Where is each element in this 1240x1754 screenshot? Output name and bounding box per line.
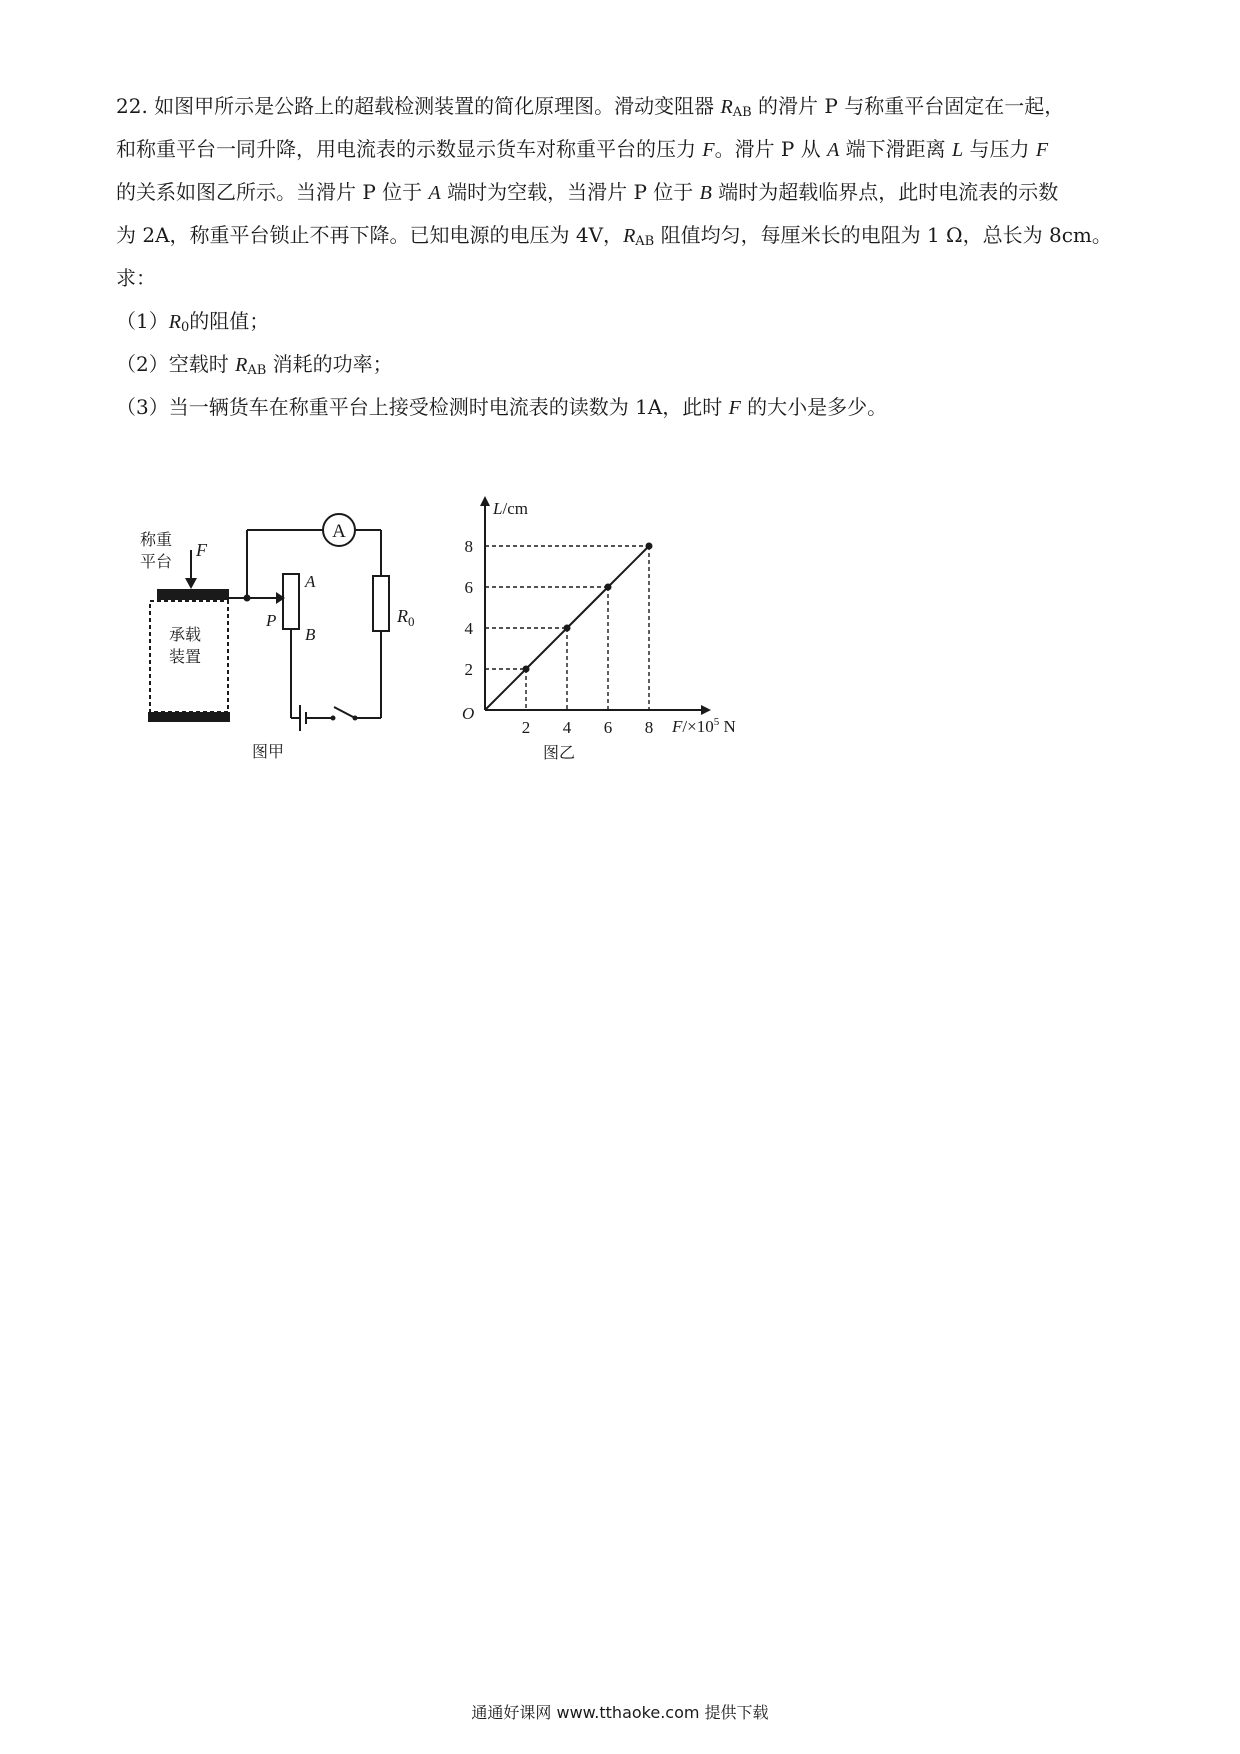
device-label-1: 承载 <box>169 625 202 644</box>
problem-line-3: 的关系如图乙所示。当滑片 P 位于 A 端时为空载，当滑片 P 位于 B 端时为超载临界点，此时电流表的示数 <box>116 180 1059 204</box>
resistor-r0-label: $R_0$ <box>397 606 415 629</box>
origin-label: O <box>462 704 475 723</box>
y-axis-label: L/cm <box>493 499 528 518</box>
problem-line-1: 22. 如图甲所示是公路上的超载检测装置的简化原理图。滑动变阻器 $R_{AB}$ 的滑片 P 与称重平台固定在一起， <box>116 94 1065 120</box>
data-point-0 <box>523 666 530 673</box>
figure-b-caption: 图乙 <box>543 743 576 762</box>
question-3: （3）当一辆货车在称重平台上接受检测时电流表的读数为 1A，此时 F 的大小是多少。 <box>116 395 888 419</box>
problem-line-5: 求： <box>116 266 156 290</box>
x-tick-label-0: 2 <box>521 718 531 737</box>
weighing-platform <box>157 589 229 600</box>
data-point-1 <box>564 625 571 632</box>
y-tick-label-0: 2 <box>464 660 473 679</box>
figure-a-caption: 图甲 <box>252 742 285 761</box>
carrier-base <box>148 712 230 722</box>
x-axis-arrow <box>701 705 711 715</box>
rheostat-end-b: B <box>305 625 316 644</box>
question-1: $(1)R_0$的阻值； <box>116 309 270 335</box>
x-axis-label: $F/\times 10^5$ N <box>672 716 736 736</box>
problem-number: 22. <box>116 94 148 118</box>
resistor-r0 <box>373 576 389 631</box>
slider-label: P <box>266 611 277 630</box>
platform-label-1: 称重 <box>140 530 173 549</box>
y-tick-label-1: 4 <box>464 619 473 638</box>
x-tick-label-2: 6 <box>603 718 613 737</box>
question-2: （2）空载时 $R_{AB}$ 消耗的功率； <box>116 352 393 378</box>
ammeter-label: A <box>332 521 346 542</box>
platform-label-2: 平台 <box>140 552 173 571</box>
switch-blade <box>334 707 355 718</box>
footer: 通通好课网 www.tthaoke.com 提供下载 <box>471 1703 769 1722</box>
figure-a-circuit <box>140 514 415 761</box>
figures <box>0 0 1240 800</box>
problem-line-4: 为 2A，称重平台锁止不再下降。已知电源的电压为 4V，$R_{AB}$ 阻值均匀，每厘米长的电阻为 1 Ω，总长为 8cm。 <box>116 223 1112 249</box>
slide-rheostat <box>283 574 299 629</box>
chart-layer <box>465 496 712 737</box>
device-label-2: 装置 <box>169 647 202 666</box>
rheostat-end-a: A <box>305 572 316 591</box>
data-point-3 <box>646 543 653 550</box>
force-arrow-head <box>185 578 197 589</box>
force-label: F <box>196 540 207 560</box>
problem-line-2: 和称重平台一同升降，用电流表的示数显示货车对称重平台的压力 F。滑片 P 从 A 端下滑距离 L 与压力 F <box>116 137 1049 161</box>
figure-b-graph <box>462 496 736 762</box>
y-tick-label-3: 8 <box>464 537 473 556</box>
y-tick-label-2: 6 <box>464 578 473 597</box>
x-tick-label-3: 8 <box>644 718 654 737</box>
y-axis-arrow <box>480 496 490 506</box>
x-tick-label-1: 4 <box>562 718 572 737</box>
data-point-2 <box>605 584 612 591</box>
